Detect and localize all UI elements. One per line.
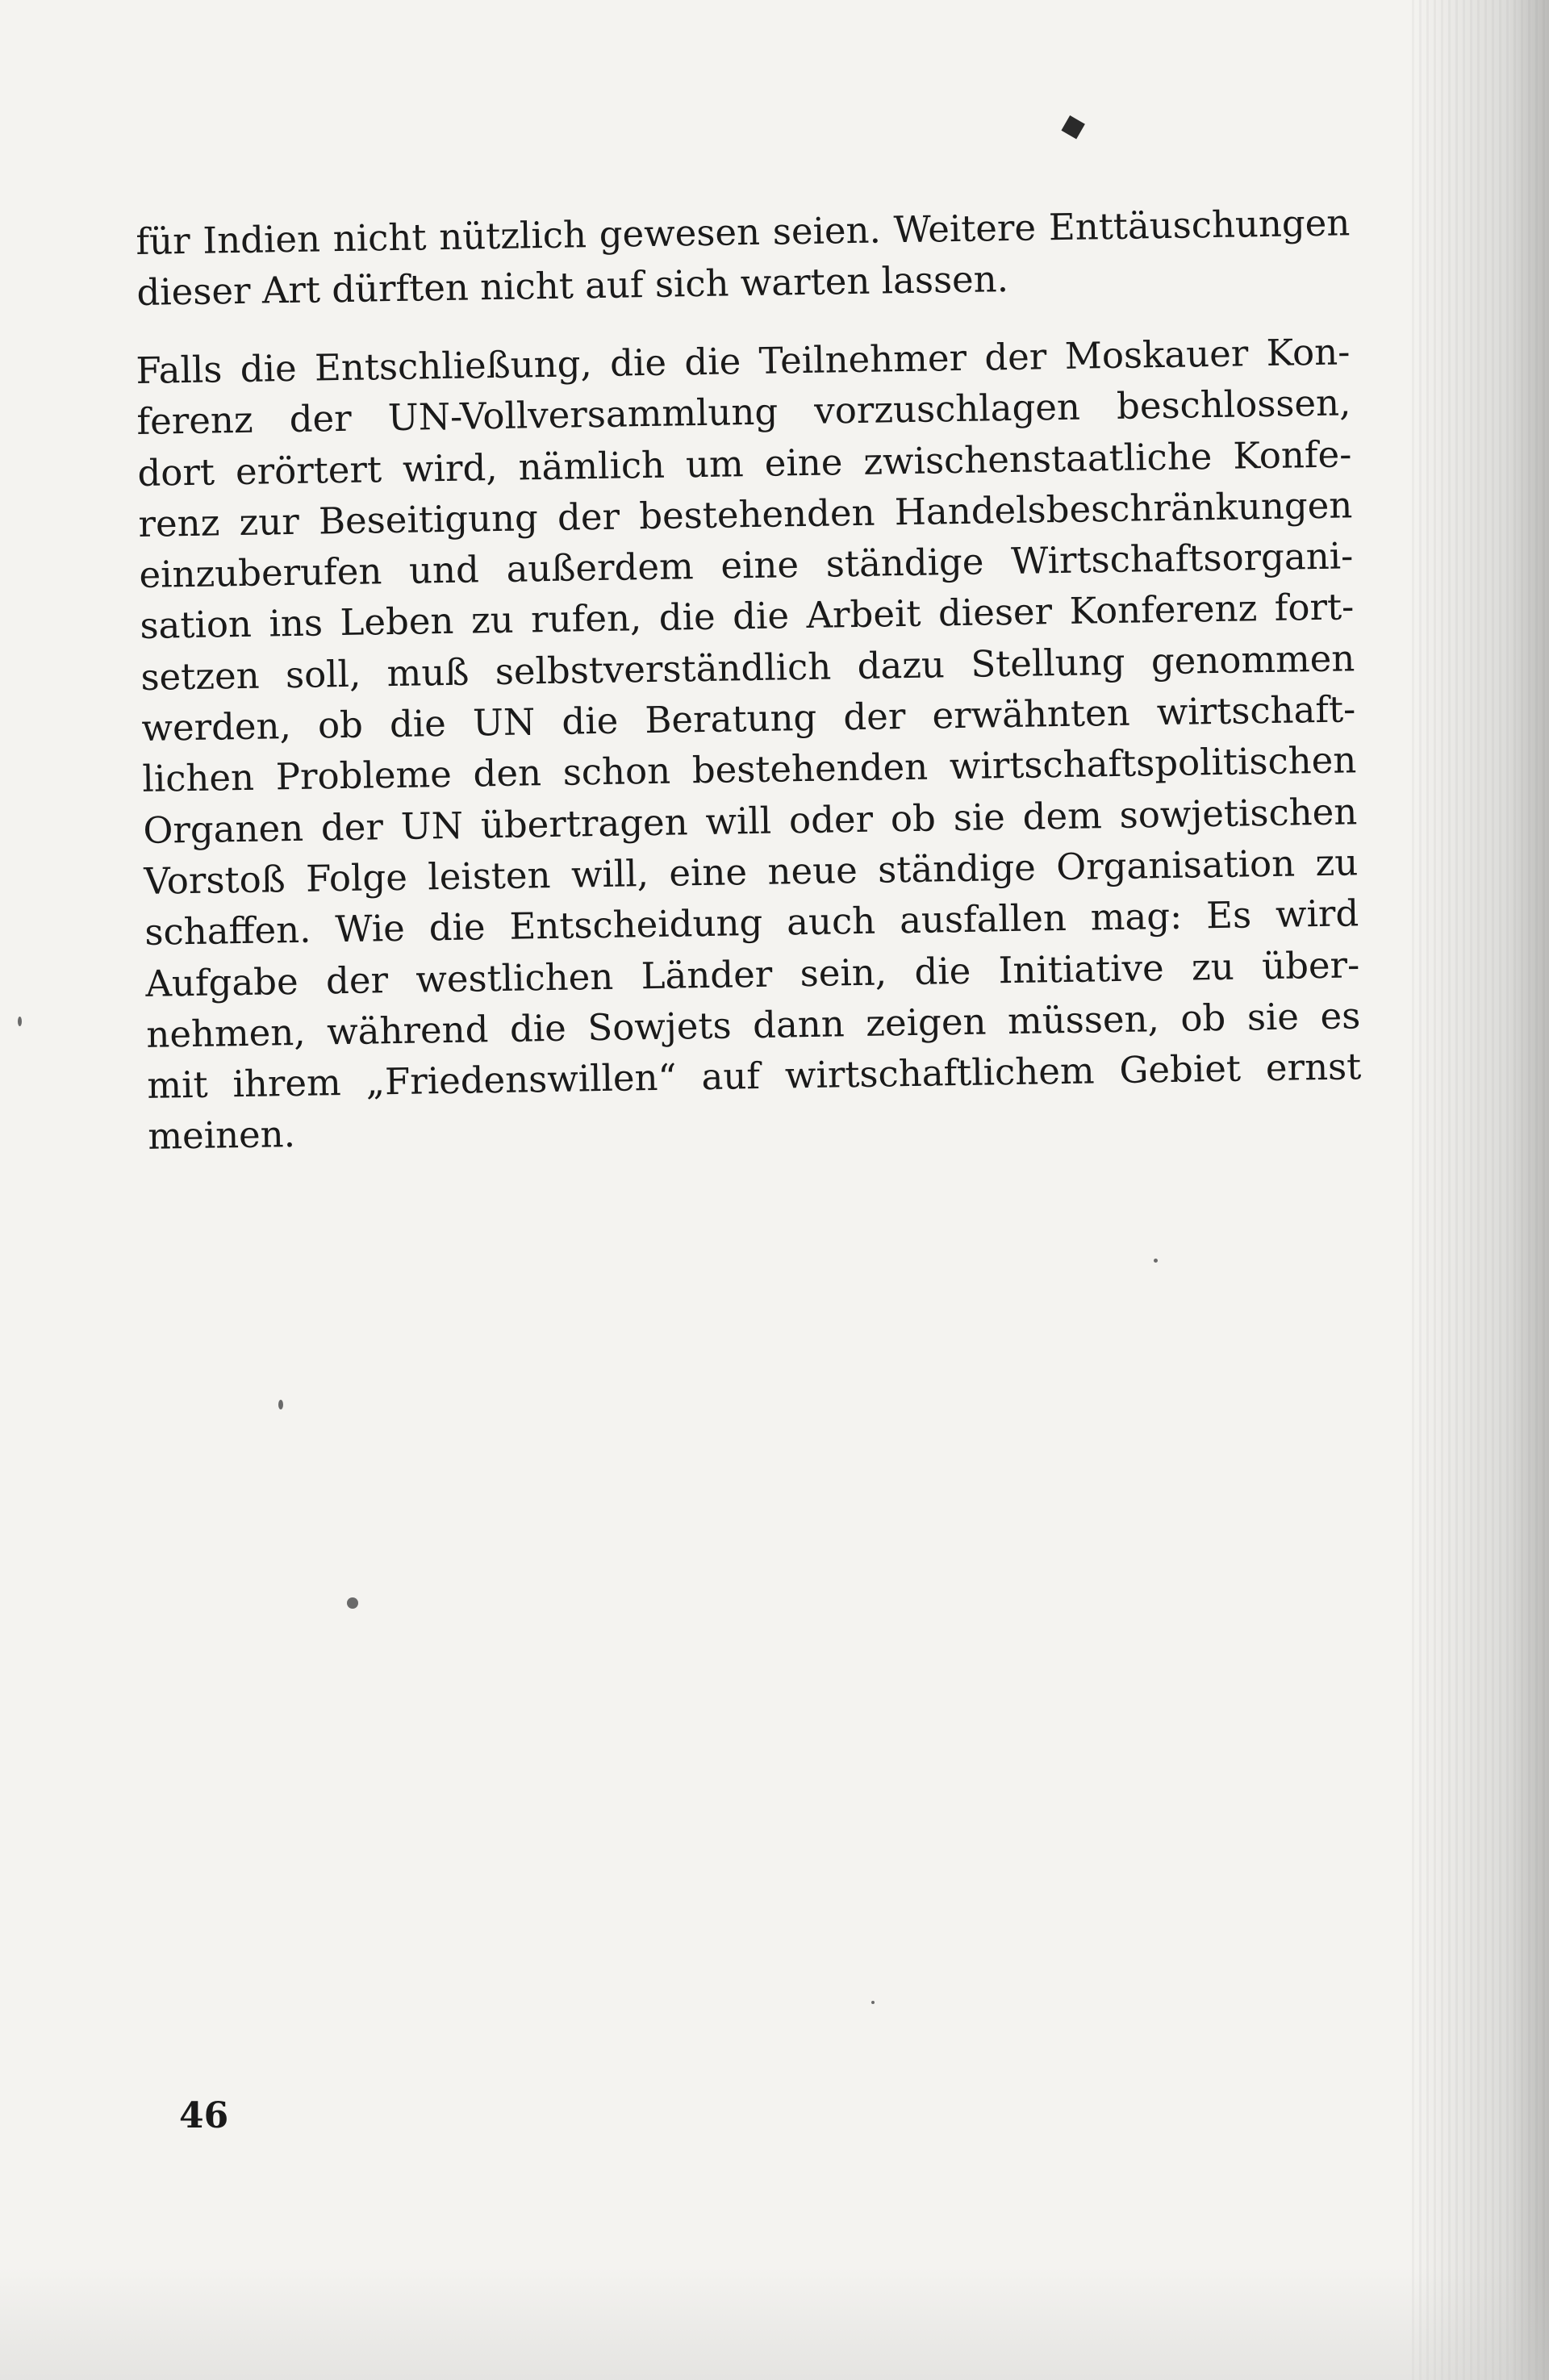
- text-line: für Indien nicht nützlich gewesen seien. Weitere Enttäuschungen: [136, 201, 1351, 263]
- dust-speck: [18, 1017, 22, 1026]
- text-line: mit ihrem „Friedenswillen“ auf wirtschaftlichem Gebiet ernst: [146, 1045, 1362, 1108]
- dust-speck: [1154, 1259, 1158, 1263]
- text-line: einzuberufen und außerdem eine ständige Wirtschaftsorgani-: [139, 534, 1354, 597]
- text-line: werden, ob die UN die Beratung der erwähnten wirtschaft-: [141, 687, 1356, 750]
- ink-blot-mark: ◆: [1055, 103, 1090, 147]
- text-line: renz zur Beseitigung der bestehenden Handelsbeschränkungen: [138, 483, 1353, 545]
- dust-speck: [278, 1400, 283, 1409]
- text-line: lichen Probleme den schon bestehenden wirtschaftspolitischen: [142, 738, 1357, 801]
- dust-speck: [347, 1597, 358, 1609]
- text-line: dort erörtert wird, nämlich um eine zwischenstaatliche Konfe-: [137, 432, 1352, 495]
- paragraph-2: [136, 326, 1363, 1162]
- dust-speck: [871, 2001, 875, 2004]
- text-line: meinen.: [147, 1113, 296, 1159]
- scan-edge-shadow: [1412, 0, 1549, 2380]
- paragraph-1: [136, 197, 1351, 318]
- text-line: nehmen, während die Sowjets dann zeigen müssen, ob sie es: [146, 994, 1361, 1056]
- text-line: Vorstoß Folge leisten will, eine neue ständige Organisation zu: [144, 841, 1359, 903]
- text-line: ferenz der UN-Vollversammlung vorzuschlagen beschlossen,: [136, 381, 1351, 444]
- text-line: dieser Art dürften nicht auf sich warten lassen.: [136, 257, 1009, 315]
- scan-bottom-shadow: [0, 2267, 1549, 2380]
- page-number: 46: [179, 2095, 229, 2136]
- text-line: Organen der UN übertragen will oder ob sie dem sowjetischen: [143, 789, 1358, 852]
- text-line: sation ins Leben zu rufen, die die Arbeit dieser Konferenz fort-: [140, 585, 1355, 648]
- text-line: schaffen. Wie die Entscheidung auch ausfallen mag: Es wird: [144, 891, 1359, 954]
- text-line: Aufgabe der westlichen Länder sein, die Initiative zu über-: [145, 942, 1360, 1005]
- text-line: Falls die Entschließung, die die Teilnehmer der Moskauer Kon-: [136, 330, 1351, 392]
- text-line: setzen soll, muß selbstverständlich dazu Stellung genommen: [140, 637, 1355, 699]
